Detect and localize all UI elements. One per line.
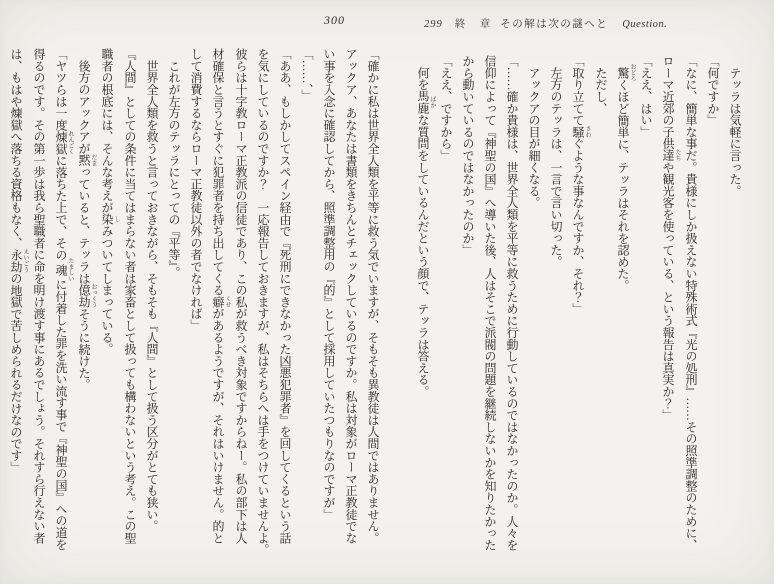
text-line: 「ええ、はい」: [639, 55, 653, 138]
text-line: は、もはや煉獄へ落ちる資格もなく、永劫 えいごうの地獄で苦しめられるだけなのです」: [9, 48, 28, 474]
text-line: して消費するならローマ正教徒以外の者でなければ」: [189, 48, 203, 332]
text-block-right: [415, 55, 746, 570]
text-block-left: [9, 48, 384, 568]
text-line: テッラは気軽に言った。: [728, 55, 742, 197]
ruby-annotated-word: 癖 くせ: [211, 295, 230, 308]
text-line: 後方のアックアが黙 だまっていると、テッラは億劫 おっくうそうに続けた。: [77, 48, 96, 391]
text-line: 「ああ、もしかしてスペイン経由で『死刑にできなかった凶悪犯罪者』を回してくるという話: [278, 48, 292, 544]
text-line: 得るのです。その第一歩は我ら聖職者に命を明け渡す事にあるでしょう。それすら行えない者: [32, 48, 46, 544]
text-line: 「何ですか」: [706, 55, 720, 126]
text-line: 世界全人類を救うと言っておきながら、そもそも『人間』として扱う区分がとても狭い。: [145, 48, 159, 532]
header-chapter: 終 章: [454, 19, 493, 30]
ruby-annotated-word: 煉獄 れんごく: [54, 130, 73, 155]
text-line: 信仰によって『神聖の国』へ導いた後、人はそこで派閥の問題を継続しないかを知りたかった: [483, 55, 497, 551]
header-chapter-title: その解は次の謎へと: [500, 19, 609, 30]
running-header: [424, 16, 667, 31]
header-page-number: 299: [424, 19, 443, 30]
ruby-annotated-word: 驚 おどろ: [616, 63, 635, 82]
page-299: [387, 0, 774, 584]
text-line: を気にしているのですか？ 一応報告しておきますが、私はそちらへは手をつけていませんよ。: [256, 48, 270, 556]
text-line: アックア、あなたは書類をきちんとチェックしているのですか。私は対象がローマ正教徒でな: [344, 48, 358, 544]
text-line: 「……確か貴様は、世界全人類を平等に救うために行動しているのではなかったのか。人々を: [505, 55, 519, 551]
text-line: アックアの目が細くなる。: [527, 55, 541, 209]
text-line: 「なに、簡単な事だ。貴様にしか扱えない特殊術式『光の処刑』……その照準調整のために、: [684, 55, 698, 551]
text-line: 材確保と言うとすぐに犯罪者を持ち出してくる癖 くせがあるようですが、それはいけません。的と: [211, 48, 230, 544]
text-line: 何を馬鹿 ばかな質問をしているんだという顔で、テッラは答える。: [416, 55, 435, 398]
text-line: ただし、: [594, 55, 608, 115]
text-line: ローマ近郊の子供達 たちや観光客を使っている、という報告は真実か？」: [661, 55, 680, 421]
text-line: 彼らは十字教ローマ正教派の信徒であり、この私が救うべき対象ですからねー。私の部下は人: [234, 48, 248, 544]
text-line: 『人間』としての条件に当てはまらない者は家畜として扱っても構わないという考え。この聖: [123, 48, 137, 544]
text-line: 職者の根底には、そんな考えが染 しみついてしまっている。: [100, 48, 119, 355]
ruby-annotated-word: 馬鹿 ばか: [416, 90, 435, 115]
ruby-annotated-word: 永劫 えいごう: [9, 248, 28, 273]
header-chapter-label: Question.: [622, 19, 668, 30]
text-line: から動いているのではなかったのか」: [461, 55, 475, 256]
page-number-left: 300: [324, 13, 345, 27]
text-line: 左方のテッラは、一言で言い切った。: [549, 55, 563, 268]
ruby-annotated-word: 魂 たましい: [54, 257, 73, 282]
text-line: 「ええ、ですから」: [439, 55, 453, 162]
text-line: 「ヤツらは一度煉獄 れんごくに落ちた上で、その魂 たましいに付着した罪を洗い流す事で『神聖の国』への道を: [54, 48, 73, 551]
ruby-annotated-word: 騒 さわ: [571, 125, 590, 138]
ruby-annotated-word: 黙 だま: [77, 154, 96, 167]
text-line: 「取り立てて騒 さわぐような事なんですか、それ？」: [571, 55, 590, 315]
text-line: い事を入念に確認してから、照準調整用の『的』として採用していたつもりなのですが」: [322, 48, 336, 521]
ruby-annotated-word: 達 たち: [661, 149, 680, 162]
text-line: 驚 おどろくほど簡単に、テッラはそれを認めた。: [616, 63, 635, 292]
text-line: 「……、」: [300, 48, 314, 102]
text-line: これが左方のテッラにとっての『平等』。: [167, 48, 181, 279]
ruby-annotated-word: 染 し: [100, 213, 119, 226]
ruby-annotated-word: 億劫 おっくう: [77, 283, 96, 308]
text-line: 「確かに私は世界全人類を平等に救う気でいますが、そもそも異教徒は人間ではありません。: [366, 48, 380, 544]
